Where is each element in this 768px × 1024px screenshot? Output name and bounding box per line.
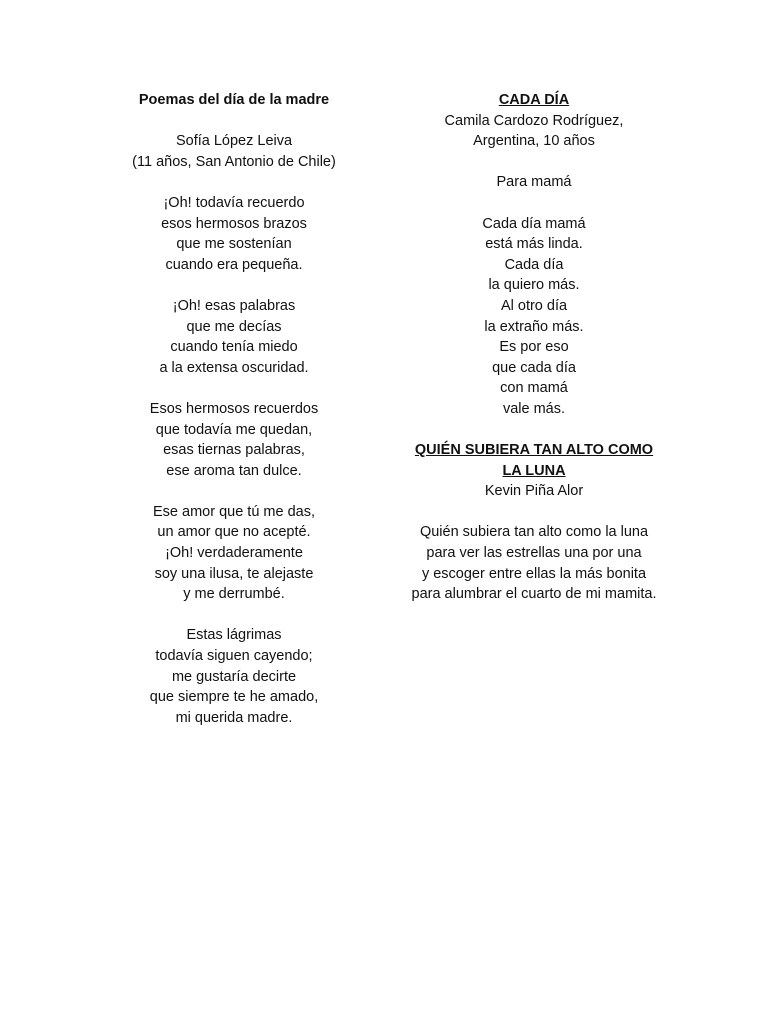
- poem-line: todavía siguen cayendo;: [155, 648, 313, 665]
- spacer: [394, 152, 674, 173]
- poem-line: cuando era pequeña.: [165, 256, 303, 273]
- poem-line: a la extensa oscuridad.: [159, 359, 309, 376]
- spacer: [104, 605, 364, 626]
- poem-line: Estas lágrimas: [186, 627, 282, 644]
- poem-line: la quiero más.: [488, 277, 580, 294]
- poem-line: Es por eso: [499, 339, 569, 356]
- poem-author: Kevin Piña Alor: [484, 483, 584, 500]
- poem-line: con mamá: [500, 380, 568, 397]
- poem-line: vale más.: [502, 400, 566, 417]
- spacer: [394, 502, 674, 523]
- poem-author-info: Argentina, 10 años: [473, 133, 595, 150]
- poem-line: soy una ilusa, te alejaste: [154, 565, 314, 582]
- poem-line: esos hermosos brazos: [161, 215, 307, 232]
- spacer: [104, 275, 364, 296]
- poem-line: que me sostenían: [176, 236, 292, 253]
- poem-line: para ver las estrellas una por una: [426, 545, 642, 562]
- poem-line: la extraño más.: [484, 318, 584, 335]
- poem-dedication: Para mamá: [496, 174, 572, 191]
- poem-line: ¡Oh! esas palabras: [172, 297, 296, 314]
- poem-line: que siempre te he amado,: [149, 689, 319, 706]
- poem-line: Quién subiera tan alto como la luna: [419, 524, 649, 541]
- poem-line: Esos hermosos recuerdos: [149, 400, 319, 417]
- poem-line: está más linda.: [485, 236, 583, 253]
- poem-line: Al otro día: [500, 297, 568, 314]
- poem-line: mi querida madre.: [175, 709, 293, 726]
- poem-author: Camila Cardozo Rodríguez,: [444, 112, 624, 129]
- poem-line: ¡Oh! todavía recuerdo: [163, 194, 305, 211]
- poem-line: me gustaría decirte: [171, 668, 297, 685]
- right-column: [394, 90, 674, 605]
- poem-author-info: (11 años, San Antonio de Chile): [132, 153, 336, 170]
- poem-line: y me derrumbé.: [183, 586, 285, 603]
- poem-title: LA LUNA: [502, 462, 566, 479]
- poem-line: que me decías: [186, 318, 282, 335]
- spacer: [104, 481, 364, 502]
- poem-line: Cada día mamá: [482, 215, 586, 232]
- poem-line: que cada día: [492, 359, 576, 376]
- poem-author: Sofía López Leiva: [175, 133, 293, 150]
- spacer: [104, 111, 364, 132]
- left-column: [104, 90, 364, 728]
- poem-title: CADA DÍA: [498, 92, 570, 108]
- poem-line: ese aroma tan dulce.: [166, 462, 302, 479]
- poem-line: cuando tenía miedo: [170, 339, 298, 356]
- spacer: [394, 193, 674, 214]
- poem-line: ¡Oh! verdaderamente: [165, 545, 303, 562]
- poem-line: que todavía me quedan,: [155, 421, 313, 438]
- poem-line: para alumbrar el cuarto de mi mamita.: [411, 586, 657, 603]
- poem-line: un amor que no acepté.: [157, 524, 311, 541]
- poem-line: esas tiernas palabras,: [163, 442, 305, 459]
- spacer: [104, 172, 364, 193]
- spacer: [104, 378, 364, 399]
- poem-line: y escoger entre ellas la más bonita: [421, 565, 647, 582]
- poem-title: QUIÉN SUBIERA TAN ALTO COMO: [414, 442, 654, 459]
- document-title: Poemas del día de la madre: [138, 92, 330, 108]
- spacer: [394, 420, 674, 441]
- poem-line: Cada día: [504, 256, 564, 273]
- poem-line: Ese amor que tú me das,: [153, 503, 315, 520]
